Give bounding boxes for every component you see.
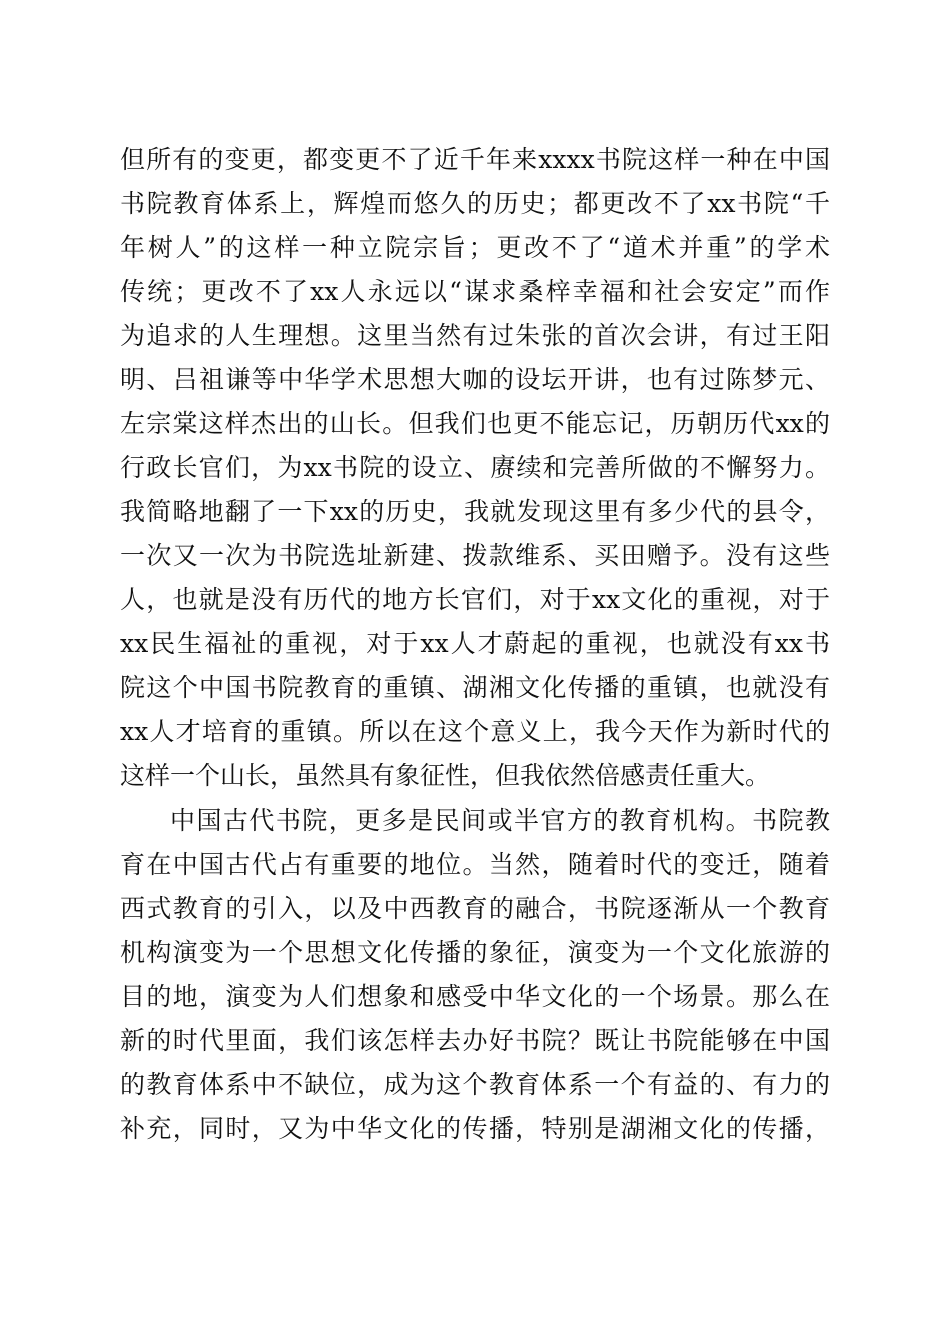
paragraph-line: 的教育体系中不缺位，成为这个教育体系一个有益的、有力的: [120, 1070, 830, 1099]
paragraph-line: 机构演变为一个思想文化传播的象征，演变为一个文化旅游的: [120, 938, 830, 967]
paragraph-line: 这样一个山长，虽然具有象征性，但我依然倍感责任重大。: [120, 761, 771, 790]
paragraph-line: 院这个中国书院教育的重镇、湖湘文化传播的重镇，也就没有: [120, 673, 830, 702]
paragraph-line: 我简略地翻了一下xx的历史，我就发现这里有多少代的县令，: [120, 497, 830, 526]
paragraph-line: 育在中国古代占有重要的地位。当然，随着时代的变迁，随着: [120, 850, 830, 879]
paragraph-line: xx民生福祉的重视，对于xx人才蔚起的重视，也就没有xx书: [120, 629, 830, 658]
paragraph-line: 左宗棠这样杰出的山长。但我们也更不能忘记，历朝历代xx的: [120, 409, 830, 438]
paragraph-line: 补充，同时，又为中华文化的传播，特别是湖湘文化的传播，: [120, 1114, 830, 1143]
paragraph-line: 传统；更改不了xx人永远以“谋求桑梓幸福和社会安定”而作: [120, 277, 830, 306]
paragraph-line: 但所有的变更，都变更不了近千年来xxxx书院这样一种在中国: [120, 145, 830, 174]
paragraph-line: 人，也就是没有历代的地方长官们，对于xx文化的重视，对于: [120, 585, 830, 614]
paragraph-line: 新的时代里面，我们该怎样去办好书院？既让书院能够在中国: [120, 1026, 830, 1055]
paragraph-line: 一次又一次为书院选址新建、拨款维系、买田赠予。没有这些: [120, 541, 830, 570]
paragraph-2: [120, 799, 830, 1151]
paragraph-line: 行政长官们，为xx书院的设立、赓续和完善所做的不懈努力。: [120, 453, 830, 482]
paragraph-line: xx人才培育的重镇。所以在这个意义上，我今天作为新时代的: [120, 717, 830, 746]
paragraph-line: 目的地，演变为人们想象和感受中华文化的一个场景。那么在: [120, 982, 830, 1011]
paragraph-line: 书院教育体系上，辉煌而悠久的历史；都更改不了xx书院“千: [120, 189, 830, 218]
paragraph-line: 中国古代书院，更多是民间或半官方的教育机构。书院教: [170, 806, 830, 835]
paragraph-1: [120, 138, 830, 798]
paragraph-line: 西式教育的引入，以及中西教育的融合，书院逐渐从一个教育: [120, 894, 830, 923]
paragraph-line: 年树人”的这样一种立院宗旨；更改不了“道术并重”的学术: [120, 233, 830, 262]
paragraph-line: 为追求的人生理想。这里当然有过朱张的首次会讲，有过王阳: [120, 321, 830, 350]
paragraph-line: 明、吕祖谦等中华学术思想大咖的设坛开讲，也有过陈梦元、: [120, 365, 830, 394]
